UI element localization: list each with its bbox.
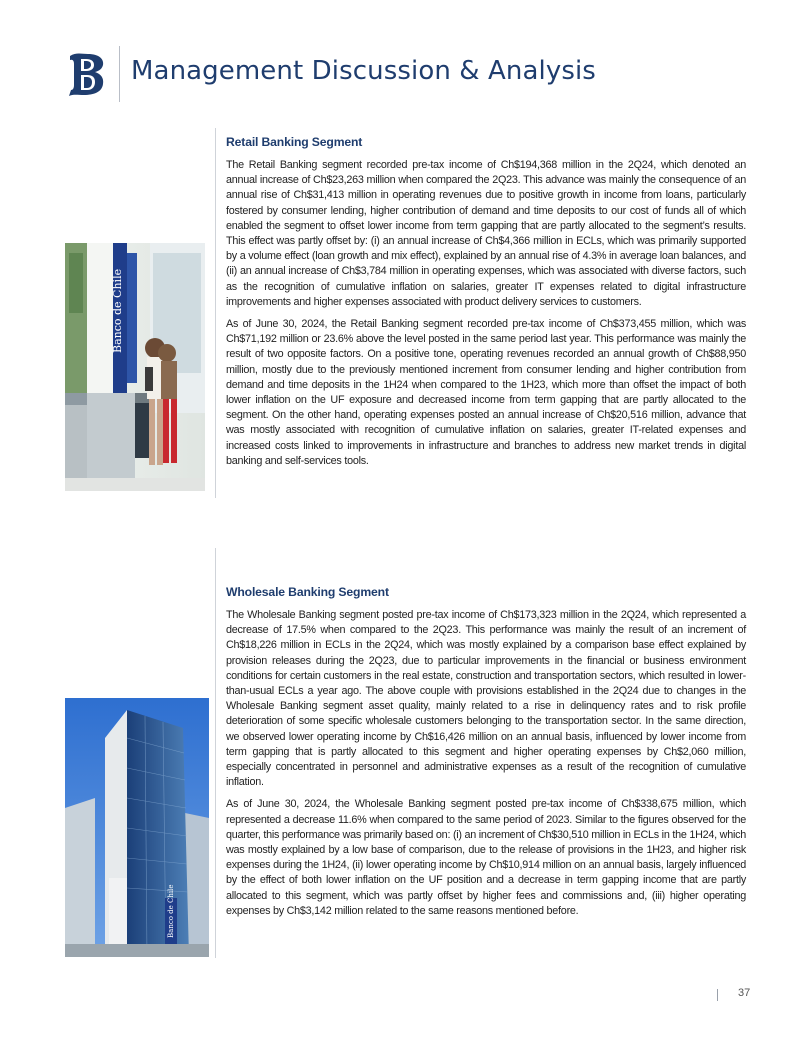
retail-section-divider [215,128,216,498]
branch-sign-text: Banco de Chile [111,268,124,353]
wholesale-paragraph: As of June 30, 2024, the Wholesale Banking segment posted pre-tax income of Ch$338,675 million, which represented a decrease 11.6% when compared to the same period of 2023. Similar to the figures observed for the quarter, this performance was primarily based on: (i) an increment of Ch$30,510 million in ECLs in the 1H24, which was mostly explained by a low base of comparison, due to the release of provisions in the 1H23, and higher risk expenses during the 1H24, (ii) lower operating income by Ch$10,914 million on an annual basis, largely influenced by the effect of both lower inflation on the UF position and a decrease in term gapping income that are partly allocated to this segment, which was partly offset by higher fees and commissions and, (iii) higher operating expenses by Ch$3,142 million related to the same reasons mentioned before. [226,798,747,917]
page-number: 37 [738,987,751,999]
bank-b-monogram-icon [66,50,106,98]
retail-banking-section [226,135,746,476]
retail-section-heading: Retail Banking Segment [226,135,363,149]
bank-logo [66,50,106,98]
retail-branch-photo [65,243,205,491]
page-title: Management Discussion & Analysis [131,56,596,86]
footer-divider [717,989,718,1001]
wholesale-banking-section [226,585,746,926]
header-divider [119,46,120,102]
wholesale-paragraph: The Wholesale Banking segment posted pre-tax income of Ch$173,323 million in the 2Q24, which represented a decrease of 17.5% when compared to the 2Q23. This performance was mainly the result of an increment of Ch$18,226 million in ECLs in the 2Q24, which was mostly explained by a comparison base effect explained by provision releases during the 2Q23, due to particular improvements in the financial or business environment conditions for certain customers in the real estate, construction and transportation sectors, which resulted in lower-than-usual ECLs a year ago. The above couple with provisions established in the 2Q24 due to changes in the Wholesale Banking segment asset quality, mainly related to a rise in delinquency rates and to risk profile deterioration of some specific wholesale customers belonging to the transportation sector. In the same direction, we observed lower operating income by Ch$16,426 million on an annual basis, influenced by lower income from term gapping that is partly allocated to this segment and higher operating expenses by Ch$2,060 million, especially concentrated in personnel and administrative expenses as a result of the recognition of cumulative inflation. [226,609,746,789]
wholesale-section-heading: Wholesale Banking Segment [226,585,389,599]
wholesale-building-photo [65,698,209,957]
building-sign-text: Banco de Chile [167,884,175,938]
retail-paragraph: The Retail Banking segment recorded pre-tax income of Ch$194,368 million in the 2Q24, which denoted an annual increase of Ch$23,263 million when compared the 2Q23. This advance was mainly the consequence of an annual rise of Ch$31,413 million in operating revenues due to positive growth in income from loans, particularly fostered by consumer lending, higher contribution of demand and time deposits to our cost of funds all of which enabled the segment to offset lower income from term gapping that are partly allocated to the segment’s results. This effect was partly offset by: (i) an annual increase of Ch$4,366 million in ECLs, which was primarily supported by a volume effect (loan growth and mix effect), explained by an annual rise of 4.3% in average loan balances, and (ii) an annual increase of Ch$3,784 million in operating expenses, which was associated with diverse factors, such as the recognition of cumulative inflation on salaries, greater IT expenses related to digital infrastructure improvements and higher expenses associated with product delivery services to customers. [226,159,746,308]
wholesale-section-divider [215,548,216,958]
retail-paragraph: As of June 30, 2024, the Retail Banking segment recorded pre-tax income of Ch$373,455 million, which was Ch$71,192 million or 23.6% above the level posted in the same period last year. This performance was mainly the result of two opposite factors. On a positive tone, operating revenues recorded an annual growth of Ch$88,950 million, mostly due to the previously mentioned increment from consumer lending and higher contribution from demand and time deposits in the 1H24 when compared to the 1H23, which more than offset the impact of both lower inflation on the UF exposure and decreased income from term gapping that are partly allocated to the segment. On the other hand, operating expenses posted an annual increase of Ch$20,516 million, advance that was mostly associated with recognition of cumulative inflation on salaries, greater IT-related expenses and increased costs linked to improvements in infrastructure and branches to address new market trends in digital banking and self-services tools. [226,318,746,467]
